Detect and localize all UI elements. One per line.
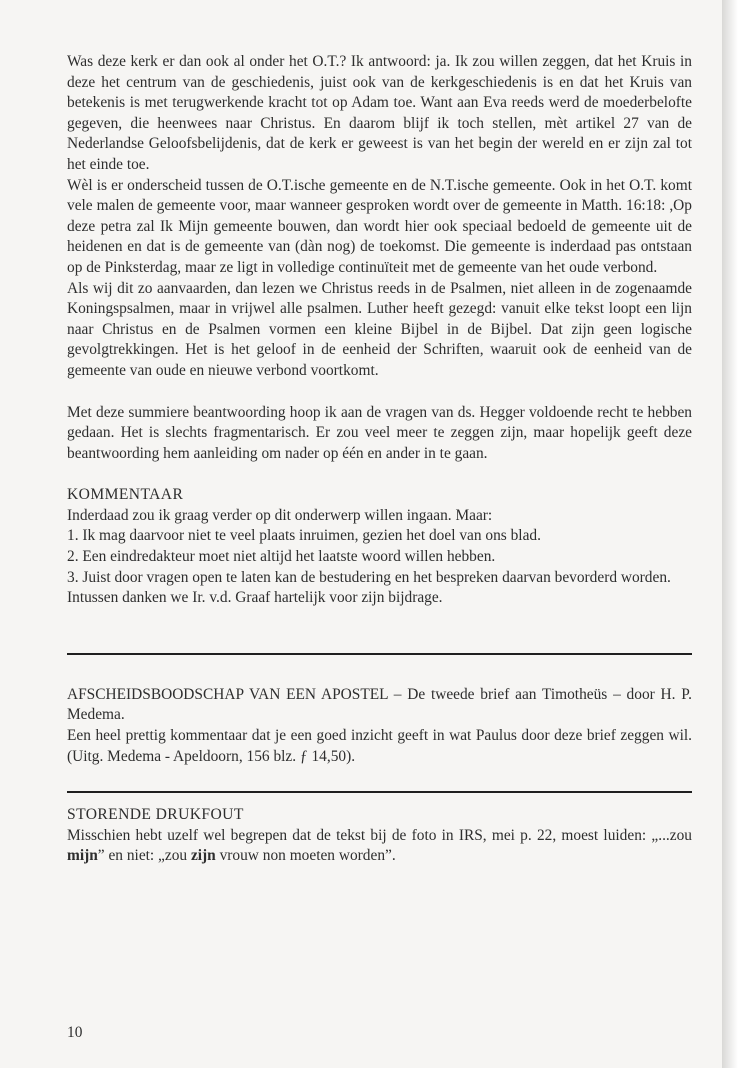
page-content — [67, 52, 692, 867]
paragraph-christ-in-psalms: Als wij dit zo aanvaarden, dan lezen we Christus reeds in de Psalmen, niet alleen in de zogenaamde Koningspsalmen, maar in vrijwel alle psalmen. Luther heeft gezegd: vanuit elke tekst loopt een lijn naar Christus en de Psalmen vormen een kleine Bijbel in de Bijbel. Dat zijn geen logische gevolgtrekkingen. Het is het geloof in de eenheid der Schriften, waaruit ook de eenheid van de gemeente van oude en nieuwe verbond voortkomt. — [67, 279, 692, 379]
page-edge-shadow — [722, 0, 738, 1068]
spacer — [67, 767, 692, 791]
erratum-bold-zijn: zijn — [190, 847, 216, 865]
review-body: Een heel prettig kommentaar dat je een goed inzicht geeft in wat Paulus door deze brief zeggen wil. (Uitg. Medema - Apeldoorn, 156 blz. ƒ 14,50). — [67, 727, 692, 765]
erratum-text-before: Misschien hebt uzelf wel begrepen dat de tekst bij de foto in IRS, mei p. 22, moest luiden: „...zou — [67, 826, 692, 844]
erratum-heading: STORENDE DRUKFOUT — [67, 806, 244, 824]
spacer — [67, 609, 692, 653]
kommentaar-point-3: 3. Juist door vragen open te laten kan de bestudering en het bespreken daarvan bevorderd worden. — [67, 568, 671, 586]
spacer — [67, 382, 692, 403]
spacer — [67, 793, 692, 805]
paragraph-summary-answer: Met deze summiere beantwoording hoop ik aan de vragen van ds. Hegger voldoende recht te hebben gedaan. Het is slechts fragmentarisch. Er zou veel meer te zeggen zijn, maar hopelijk geeft deze beantwoording hem aanleiding om nader op één en ander in te gaan. — [67, 403, 692, 462]
kommentaar-closing: Intussen danken we Ir. v.d. Graaf hartelijk voor zijn bijdrage. — [67, 589, 443, 607]
kommentaar-point-2: 2. Een eindredakteur moet niet altijd het laatste woord willen hebben. — [67, 548, 496, 566]
paragraph-church-ot: Was deze kerk er dan ook al onder het O.T.? Ik antwoord: ja. Ik zou willen zeggen, dat het Kruis in deze het centrum van de geschiedenis, juist ook van de kerkgeschiedenis is en dat het Kruis van betekenis is met terugwerkende kracht tot op Adam toe. Want aan Eva reeds werd de moederbelofte gegeven, die heenwees naar Christus. En daarom blijf ik toch stellen, mèt artikel 27 van de Nederlandse Geloofsbelijdenis, dat de kerk er geweest is van het begin der wereld en er zijn zal tot het einde toe. — [67, 53, 692, 173]
kommentaar-intro: Inderdaad zou ik graag verder op dit onderwerp willen ingaan. Maar: — [67, 506, 493, 524]
erratum-text — [67, 826, 692, 867]
review-title: AFSCHEIDSBOODSCHAP VAN EEN APOSTEL – De tweede brief aan Timotheüs – door H. P. Medema. — [67, 685, 692, 724]
kommentaar-point-1: 1. Ik mag daarvoor niet te veel plaats inruimen, gezien het doel van ons blad. — [67, 527, 541, 545]
kommentaar-heading: KOMMENTAAR — [67, 486, 184, 504]
erratum-text-middle: ” en niet: „zou — [97, 847, 191, 865]
spacer — [67, 655, 692, 685]
page-number: 10 — [67, 1024, 83, 1041]
erratum-text-after: vrouw non moeten worden”. — [215, 847, 396, 865]
paragraph-ot-nt-difference: Wèl is er onderscheid tussen de O.T.ische gemeente en de N.T.ische gemeente. Ook in het O.T. komt vele malen de gemeente voor, maar wanneer gesproken wordt over de gemeente in Matth. 16:18: ,Op deze petra zal Ik Mijn gemeente bouwen, dan wordt hier ook speciaal bedoeld de gemeente uit de heidenen en dat is de gemeente van (dàn nog) de toekomst. Die gemeente is inderdaad pas ontstaan op de Pinksterdag, maar ze ligt in volledige continuïteit met de gemeente van het oude verbond. — [67, 176, 692, 276]
spacer — [67, 464, 692, 485]
erratum-bold-mijn: mijn — [67, 847, 98, 865]
